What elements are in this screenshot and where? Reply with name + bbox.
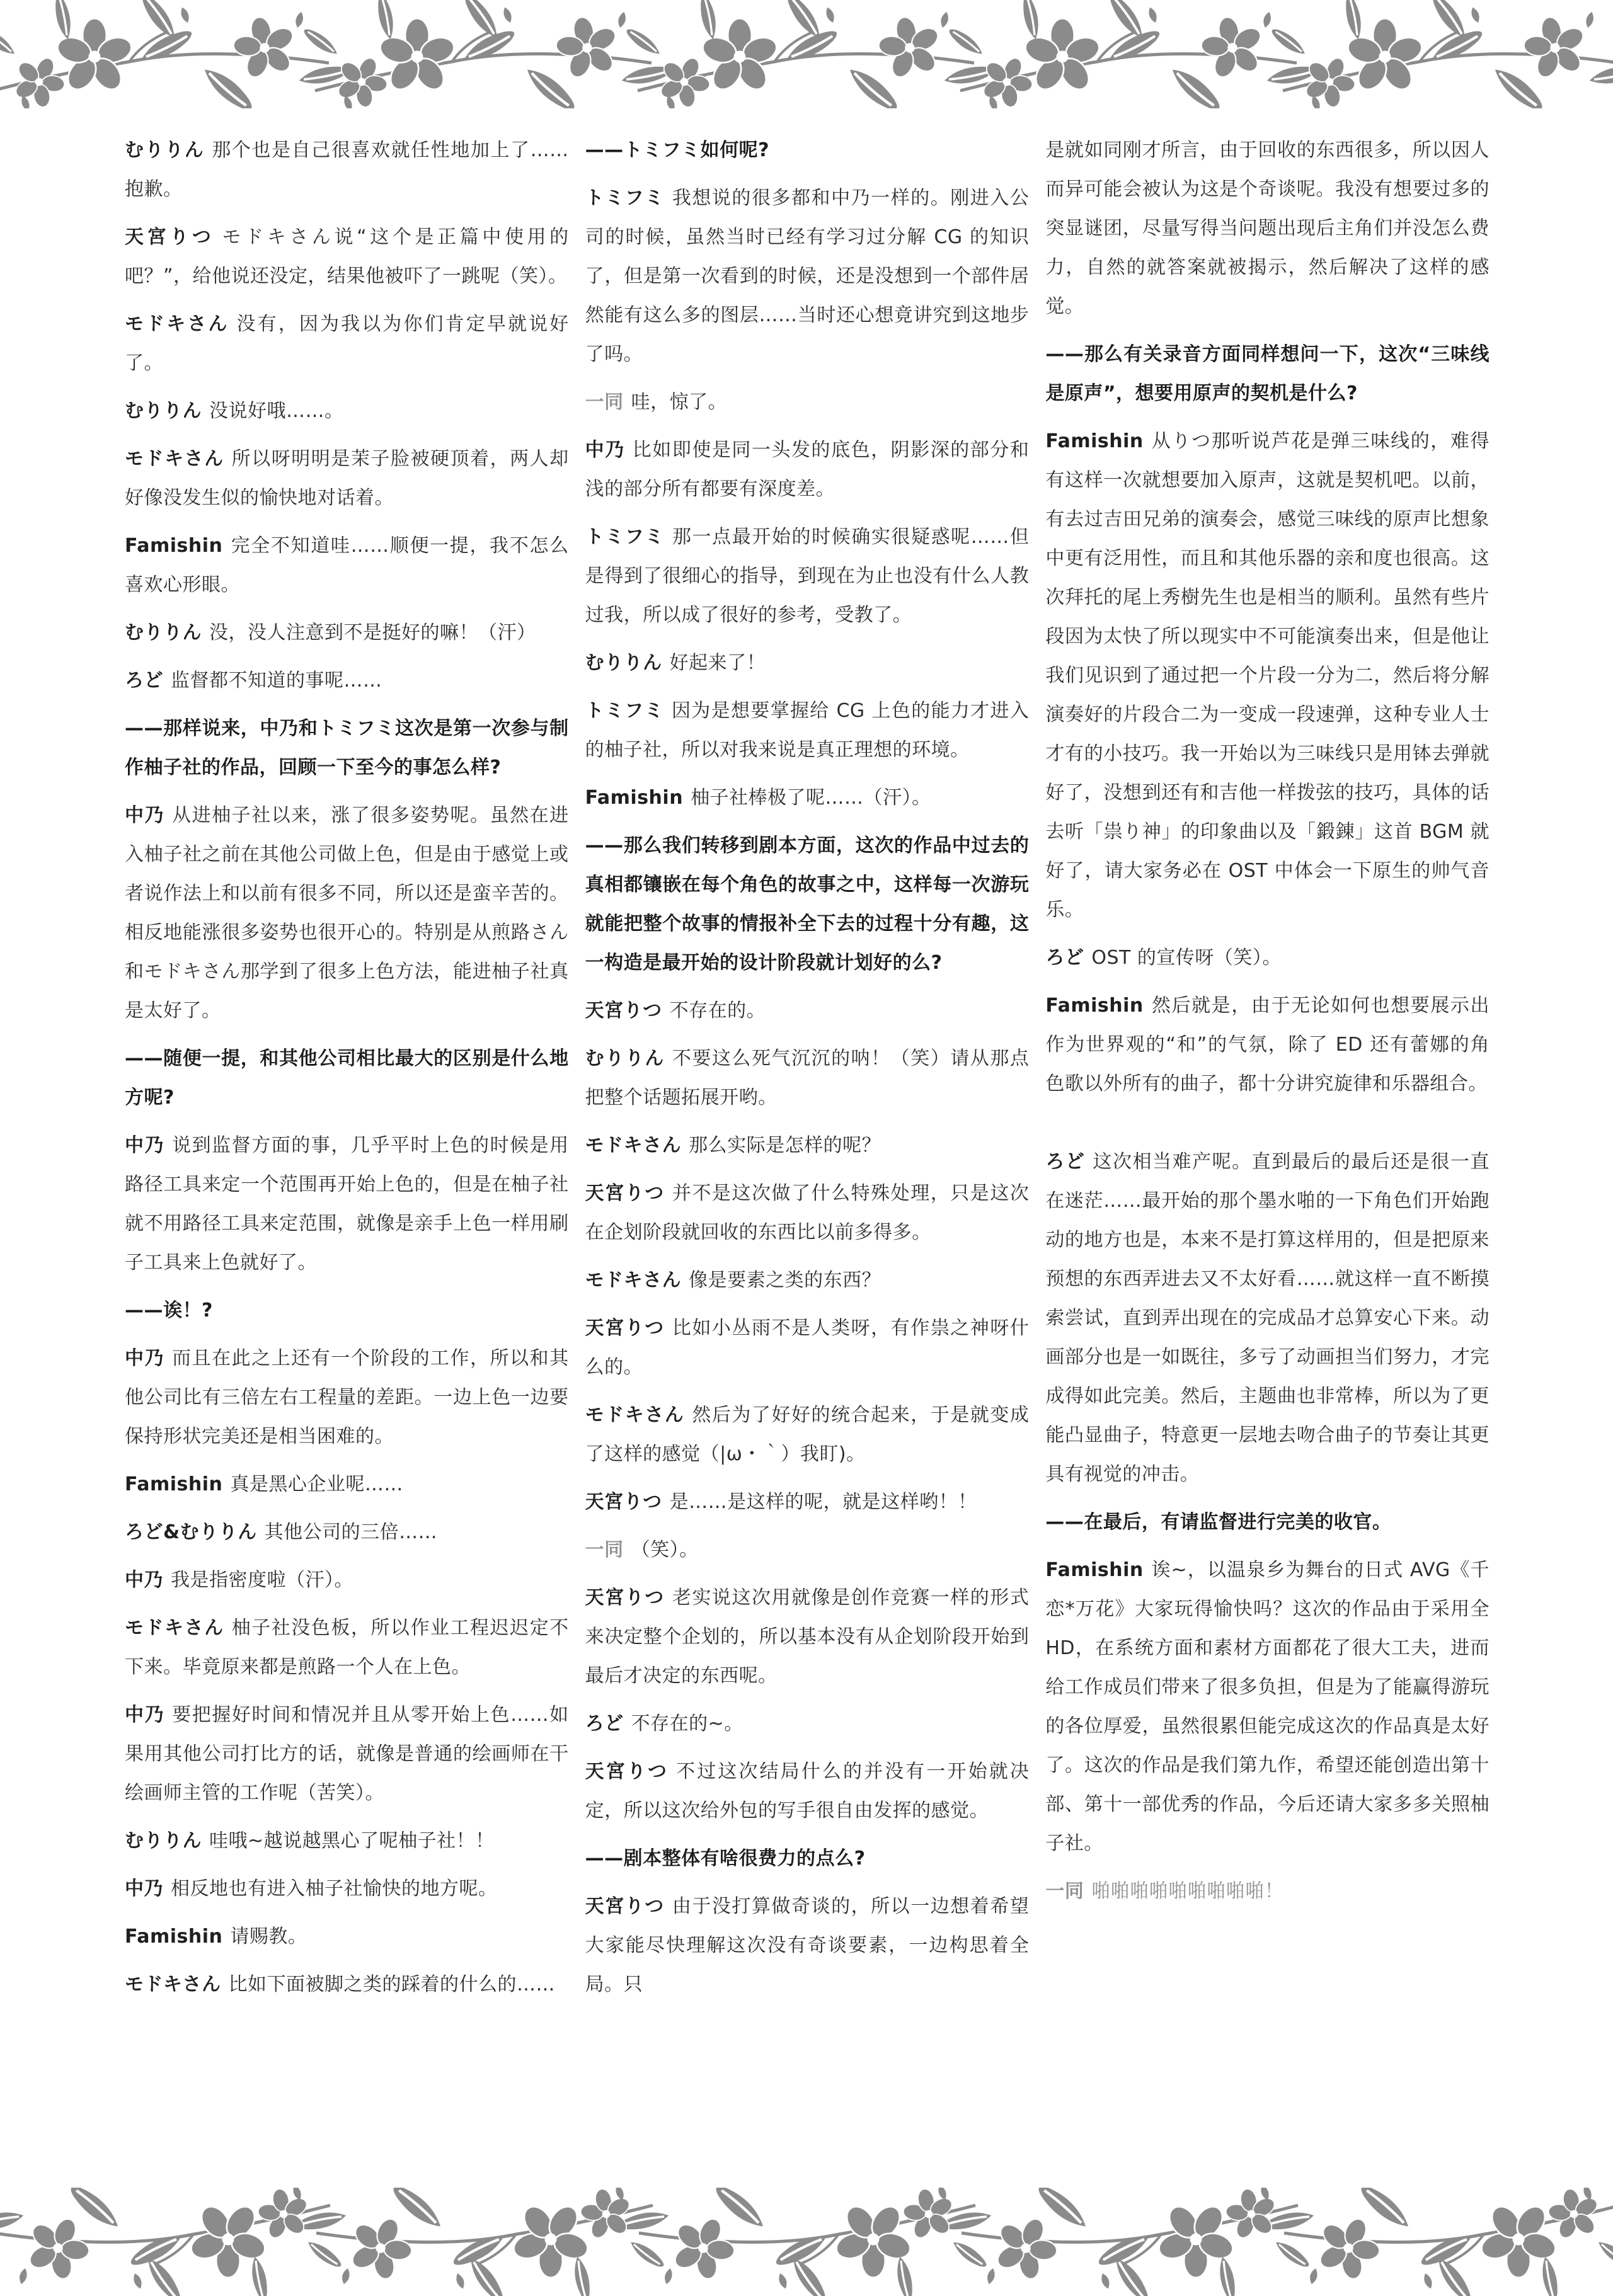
- dialogue-paragraph: [585, 644, 1030, 683]
- dialogue-text: 然后就是，由于无论如何也想要展示出作为世界观的“和”的气氛，除了 ED 还有蕾娜的角色歌以外所有的曲子，都十分讲究旋律和乐器组合。: [1045, 995, 1490, 1095]
- dialogue-text: 柚子社没色板，所以作业工程迟迟定不下来。毕竟原来都是煎路一个人在上色。: [125, 1617, 569, 1678]
- dialogue-text: 比如即使是同一头发的底色，阴影深的部分和浅的部分所有都要有深度差。: [585, 439, 1030, 500]
- speaker-name: 天宮りつ: [585, 1182, 665, 1204]
- dialogue-text: 不过这次结局什么的并没有一开始就决定，所以这次给外包的写手很自由发挥的感觉。: [585, 1761, 1030, 1822]
- dialogue-paragraph: [1045, 131, 1490, 326]
- dialogue-paragraph: [125, 131, 569, 209]
- speaker-name: 中乃: [125, 1704, 165, 1726]
- speaker-name: モドキさん: [585, 1269, 682, 1291]
- dialogue-paragraph: [1045, 986, 1490, 1104]
- dialogue-text: 完全不知道哇……顺便一提，我不怎么喜欢心形眼。: [125, 535, 569, 596]
- dialogue-text: ——那么有关录音方面同样想问一下，这次“三味线是原声”，想要用原声的契机是什么?: [1045, 343, 1490, 404]
- text-column-2: [585, 131, 1030, 2013]
- dialogue-paragraph: [585, 1531, 1030, 1570]
- dialogue-paragraph: [1045, 939, 1490, 978]
- speaker-name: むりりん: [125, 139, 205, 161]
- dialogue-paragraph: [585, 1752, 1030, 1831]
- dialogue-text: 好起来了！: [669, 652, 766, 674]
- dialogue-text: 这次相当难产呢。直到最后的最后还是很一直在迷茫……最开始的那个墨水啪的一下角色们开始跑动的地方也是，本来不是打算这样用的，但是把原来预想的东西弄进去又不太好看……就这样一直不断摸索尝试，直到弄出现在的完成品才总算安心下来。动画部分也是一如既往，多亏了动画担当们努力，才完成得如此完美。然后，主题曲也非常棒，所以为了更能凸显曲子，特意更一层地去吻合曲子的节奏让其更具有视觉的冲击。: [1045, 1151, 1490, 1485]
- text-column-1: [125, 131, 569, 2013]
- dialogue-paragraph: [585, 779, 1030, 818]
- dialogue-text: 那一点最开始的时候确实很疑惑呢……但是得到了很细心的指导，到现在为止也没有什么人教过我，所以成了很好的参考，受教了。: [585, 526, 1030, 626]
- dialogue-text: 然后为了好好的统合起来，于是就变成了这样的感觉（|ω・｀）我盯)。: [585, 1404, 1030, 1465]
- speaker-name: むりりん: [585, 652, 662, 674]
- dialogue-text: 比如下面被脚之类的踩着的什么的……: [228, 1973, 555, 1996]
- dialogue-text: ——那么我们转移到剧本方面，这次的作品中过去的真相都镶嵌在每个角色的故事之中，这样每一次游玩就能把整个故事的情报补全下去的过程十分有趣，这一构造是最开始的设计阶段就计划好的么?: [585, 835, 1030, 974]
- dialogue-text: （笑）。: [631, 1539, 699, 1561]
- speaker-name: Famishin: [1045, 430, 1144, 452]
- dialogue-paragraph: [125, 392, 569, 431]
- speaker-name: 中乃: [125, 804, 165, 826]
- dialogue-text: 那么实际是怎样的呢？: [689, 1134, 881, 1157]
- dialogue-text: 从进柚子社以来，涨了很多姿势呢。虽然在进入柚子社之前在其他公司做上色，但是由于感觉上或者说作法上和以前有很多不同，所以还是蛮辛苦的。相反地能涨很多姿势也很开心的。特别是从煎路さん和モドキさん那学到了很多上色方法，能进柚子社真是太好了。: [125, 804, 569, 1022]
- dialogue-paragraph: [585, 1483, 1030, 1522]
- dialogue-text: 像是要素之类的东西？: [689, 1269, 881, 1291]
- dialogue-text: 没说好哦……。: [209, 400, 344, 422]
- dialogue-paragraph: [125, 1561, 569, 1600]
- dialogue-text: 不要这么死气沉沉的呐！（笑）请从那点把整个话题拓展开哟。: [585, 1048, 1030, 1109]
- interviewer-question: [125, 1291, 569, 1330]
- dialogue-text: 我是指密度啦（汗）。: [171, 1569, 353, 1591]
- section-break: [1045, 1112, 1490, 1143]
- dialogue-paragraph: [125, 1513, 569, 1552]
- speaker-name: 一同: [585, 391, 624, 413]
- dialogue-paragraph: [125, 1965, 569, 2004]
- interviewer-question: [585, 131, 1030, 170]
- speaker-name: Famishin: [1045, 995, 1144, 1017]
- speaker-name: Famishin: [125, 1926, 223, 1948]
- speaker-name: Famishin: [125, 535, 223, 557]
- speaker-name: 天宮りつ: [585, 1761, 669, 1783]
- interviewer-question: [125, 709, 569, 787]
- dialogue-text: 不存在的。: [669, 1000, 766, 1022]
- dialogue-paragraph: [125, 1339, 569, 1456]
- dialogue-text: モドキさん说“这个是正篇中使用的吧？”，给他说还没定，结果他被吓了一跳呢（笑）。: [125, 226, 569, 287]
- dialogue-text: 是就如同刚才所言，由于回收的东西很多，所以因人而异可能会被认为这是个奇谈呢。我没有想要过多的突显谜团，尽量写得当问题出现后主角们并没怎么费力，自然的就答案就被揭示，然后解决了这样的感觉。: [1045, 139, 1490, 317]
- speaker-name: ろど: [125, 670, 163, 692]
- speaker-name: ろど: [1045, 947, 1084, 969]
- article-columns: [125, 131, 1490, 2013]
- dialogue-paragraph: [125, 1822, 569, 1861]
- floral-border-top: [0, 0, 1613, 108]
- speaker-name: モドキさん: [125, 313, 229, 335]
- dialogue-text: 啪啪啪啪啪啪啪啪啪！: [1091, 1880, 1284, 1902]
- speaker-name: 天宮りつ: [585, 1587, 665, 1609]
- dialogue-paragraph: [125, 1870, 569, 1909]
- speaker-name: トミフミ: [585, 700, 664, 722]
- dialogue-text: 所以呀明明是茉子脸被硬顶着，两人却好像没发生似的愉快地对话着。: [125, 448, 569, 509]
- dialogue-paragraph: [585, 383, 1030, 422]
- interviewer-question: [1045, 335, 1490, 413]
- dialogue-text: 要把握好时间和情况并且从零开始上色……如果用其他公司打比方的话，就像是普通的绘画师在干绘画师主管的工作呢（苦笑）。: [125, 1704, 569, 1804]
- dialogue-paragraph: [585, 1126, 1030, 1165]
- speaker-name: トミフミ: [585, 187, 665, 209]
- dialogue-paragraph: [125, 661, 569, 700]
- dialogue-text: 那个也是自己很喜欢就任性地加上了……抱歉。: [125, 139, 569, 200]
- dialogue-paragraph: [585, 1887, 1030, 2004]
- speaker-name: ろど: [1045, 1151, 1086, 1173]
- dialogue-paragraph: [125, 796, 569, 1031]
- dialogue-text: 说到监督方面的事，几乎平时上色的时候是用路径工具来定一个范围再开始上色的，但是在柚子社就不用路径工具来定范围，就像是亲手上色一样用刷子工具来上色就好了。: [125, 1134, 569, 1274]
- dialogue-paragraph: [585, 1309, 1030, 1387]
- dialogue-text: ——诶！?: [125, 1299, 213, 1322]
- flower-pattern-icon: [0, 0, 1613, 108]
- dialogue-paragraph: [585, 518, 1030, 635]
- dialogue-paragraph: [125, 527, 569, 605]
- speaker-name: トミフミ: [585, 526, 665, 548]
- speaker-name: ろど: [585, 1713, 624, 1735]
- dialogue-text: 相反地也有进入柚子社愉快的地方呢。: [171, 1878, 498, 1900]
- speaker-name: 天宮りつ: [125, 226, 215, 248]
- speaker-name: Famishin: [585, 787, 684, 809]
- speaker-name: 中乃: [125, 1347, 165, 1369]
- dialogue-text: 老实说这次用就像是创作竞赛一样的形式来决定整个企划的，所以基本没有从企划阶段开始到最后才决定的东西呢。: [585, 1587, 1030, 1687]
- dialogue-text: 因为是想要掌握给 CG 上色的能力才进入的柚子社，所以对我来说是真正理想的环境。: [585, 700, 1030, 761]
- dialogue-paragraph: [585, 1261, 1030, 1300]
- dialogue-paragraph: [125, 218, 569, 296]
- dialogue-text: ——在最后，有请监督进行完美的收官。: [1045, 1511, 1392, 1533]
- speaker-name: むりりん: [125, 400, 202, 422]
- speaker-name: 天宮りつ: [585, 1000, 662, 1022]
- dialogue-text: OST 的宣传呀（笑）。: [1091, 947, 1282, 969]
- dialogue-paragraph: [585, 1396, 1030, 1474]
- dialogue-paragraph: [1045, 1551, 1490, 1863]
- speaker-name: むりりん: [125, 1830, 202, 1852]
- dialogue-paragraph: [125, 1609, 569, 1687]
- dialogue-paragraph: [585, 1039, 1030, 1117]
- dialogue-paragraph: [1045, 422, 1490, 930]
- speaker-name: 中乃: [125, 1569, 163, 1591]
- dialogue-text: 其他公司的三倍……: [264, 1521, 438, 1543]
- interviewer-question: [585, 826, 1030, 983]
- speaker-name: 一同: [585, 1539, 624, 1561]
- dialogue-paragraph: [585, 1705, 1030, 1744]
- interviewer-question: [125, 1039, 569, 1117]
- dialogue-text: 并不是这次做了什么特殊处理，只是这次在企划阶段就回收的东西比以前多得多。: [585, 1182, 1030, 1243]
- speaker-name: 天宮りつ: [585, 1895, 665, 1917]
- floral-border-bottom: [0, 2188, 1613, 2296]
- dialogue-text: ——剧本整体有啥很费力的点么?: [585, 1848, 866, 1870]
- speaker-name: Famishin: [1045, 1559, 1144, 1581]
- dialogue-paragraph: [125, 614, 569, 653]
- speaker-name: モドキさん: [585, 1404, 685, 1426]
- dialogue-text: ——那样说来，中乃和トミフミ这次是第一次参与制作柚子社的作品，回顾一下至今的事怎么样?: [125, 717, 569, 779]
- dialogue-text: ——トミフミ如何呢?: [585, 139, 770, 161]
- dialogue-paragraph: [585, 991, 1030, 1031]
- dialogue-paragraph: [125, 1917, 569, 1956]
- speaker-name: むりりん: [585, 1048, 665, 1070]
- dialogue-text: ——随便一提，和其他公司相比最大的区别是什么地方呢?: [125, 1048, 569, 1109]
- speaker-name: 中乃: [125, 1134, 165, 1157]
- dialogue-text: 真是黑心企业呢……: [230, 1473, 403, 1495]
- dialogue-paragraph: [585, 692, 1030, 770]
- speaker-name: モドキさん: [585, 1134, 682, 1157]
- speaker-name: 天宮りつ: [585, 1491, 662, 1513]
- dialogue-text: 而且在此之上还有一个阶段的工作，所以和其他公司比有三倍左右工程量的差距。一边上色一边要保持形状完美还是相当困难的。: [125, 1347, 569, 1448]
- dialogue-text: 哇哦~越说越黑心了呢柚子社！！: [209, 1830, 495, 1852]
- dialogue-paragraph: [125, 1696, 569, 1813]
- dialogue-paragraph: [585, 179, 1030, 374]
- dialogue-paragraph: [585, 1579, 1030, 1696]
- dialogue-paragraph: [1045, 1143, 1490, 1494]
- dialogue-paragraph: [125, 440, 569, 518]
- dialogue-paragraph: [125, 1126, 569, 1282]
- dialogue-paragraph: [585, 431, 1030, 509]
- dialogue-text: 监督都不知道的事呢……: [171, 670, 382, 692]
- dialogue-paragraph: [585, 1174, 1030, 1252]
- speaker-name: むりりん: [125, 622, 202, 644]
- interviewer-question: [1045, 1503, 1490, 1542]
- dialogue-text: 诶~，以温泉乡为舞台的日式 AVG《千恋*万花》大家玩得愉快吗？这次的作品由于采用全 HD，在系统方面和素材方面都花了很大工夫，进而给工作成员们带来了很多负担，但是为了能赢得游玩的各位厚爱，虽然很累但能完成这次的作品真是太好了。这次的作品是我们第九作，希望还能创造出第十部、第十一部优秀的作品，今后还请大家多多关照柚子社。: [1045, 1559, 1490, 1854]
- dialogue-text: 请赐教。: [230, 1926, 307, 1948]
- dialogue-text: 是……是这样的呢，就是这样哟！！: [669, 1491, 977, 1513]
- speaker-name: 天宮りつ: [585, 1317, 665, 1339]
- dialogue-text: 没，没人注意到不是挺好的嘛！（汗）: [209, 622, 536, 644]
- dialogue-paragraph: [125, 305, 569, 383]
- dialogue-text: 由于没打算做奇谈的，所以一边想着希望大家能尽快理解这次没有奇谈要素，一边构思着全局。只: [585, 1895, 1030, 1996]
- speaker-name: 中乃: [125, 1878, 163, 1900]
- speaker-name: モドキさん: [125, 448, 224, 470]
- speaker-name: モドキさん: [125, 1617, 224, 1639]
- speaker-name: 中乃: [585, 439, 625, 461]
- dialogue-paragraph: [125, 1465, 569, 1504]
- dialogue-text: 比如小丛雨不是人类呀，有作祟之神呀什么的。: [585, 1317, 1030, 1378]
- speaker-name: Famishin: [125, 1473, 223, 1495]
- dialogue-text: 不存在的~。: [631, 1713, 743, 1735]
- dialogue-text: 我想说的很多都和中乃一样的。刚进入公司的时候，虽然当时已经有学习过分解 CG 的知识了，但是第一次看到的时候，还是没想到一个部件居然能有这么多的图层……当时还心想竟讲究到这地步了吗。: [585, 187, 1030, 365]
- speaker-name: モドキさん: [125, 1973, 221, 1996]
- flower-pattern-icon: [0, 2188, 1613, 2296]
- speaker-name: 一同: [1045, 1880, 1084, 1902]
- dialogue-text: 没有，因为我以为你们肯定早就说好了。: [125, 313, 569, 374]
- dialogue-text: 哇，惊了。: [631, 391, 728, 413]
- speaker-name: ろど&むりりん: [125, 1521, 257, 1543]
- dialogue-text: 柚子社棒极了呢……（汗）。: [691, 787, 931, 809]
- interviewer-question: [585, 1839, 1030, 1878]
- text-column-3: [1045, 131, 1490, 2013]
- dialogue-text: 从りつ那听说芦花是弹三味线的，难得有这样一次就想要加入原声，这就是契机吧。以前，有去过吉田兄弟的演奏会，感觉三味线的原声比想象中更有泛用性，而且和其他乐器的亲和度也很高。这次拜托的尾上秀樹先生也是相当的顺利。虽然有些片段因为太快了所以现实中不可能演奏出来，但是他让我们见识到了通过把一个片段一分为二，然后将分解演奏好的片段合二为一变成一段速弹，这种专业人士才有的小技巧。我一开始以为三味线只是用钵去弹就好了，没想到还有和吉他一样拨弦的技巧，具体的话去听「祟り神」的印象曲以及「鍛錬」这首 BGM 就好了，请大家务必在 OST 中体会一下原生的帅气音乐。: [1045, 430, 1490, 921]
- dialogue-paragraph: [1045, 1872, 1490, 1911]
